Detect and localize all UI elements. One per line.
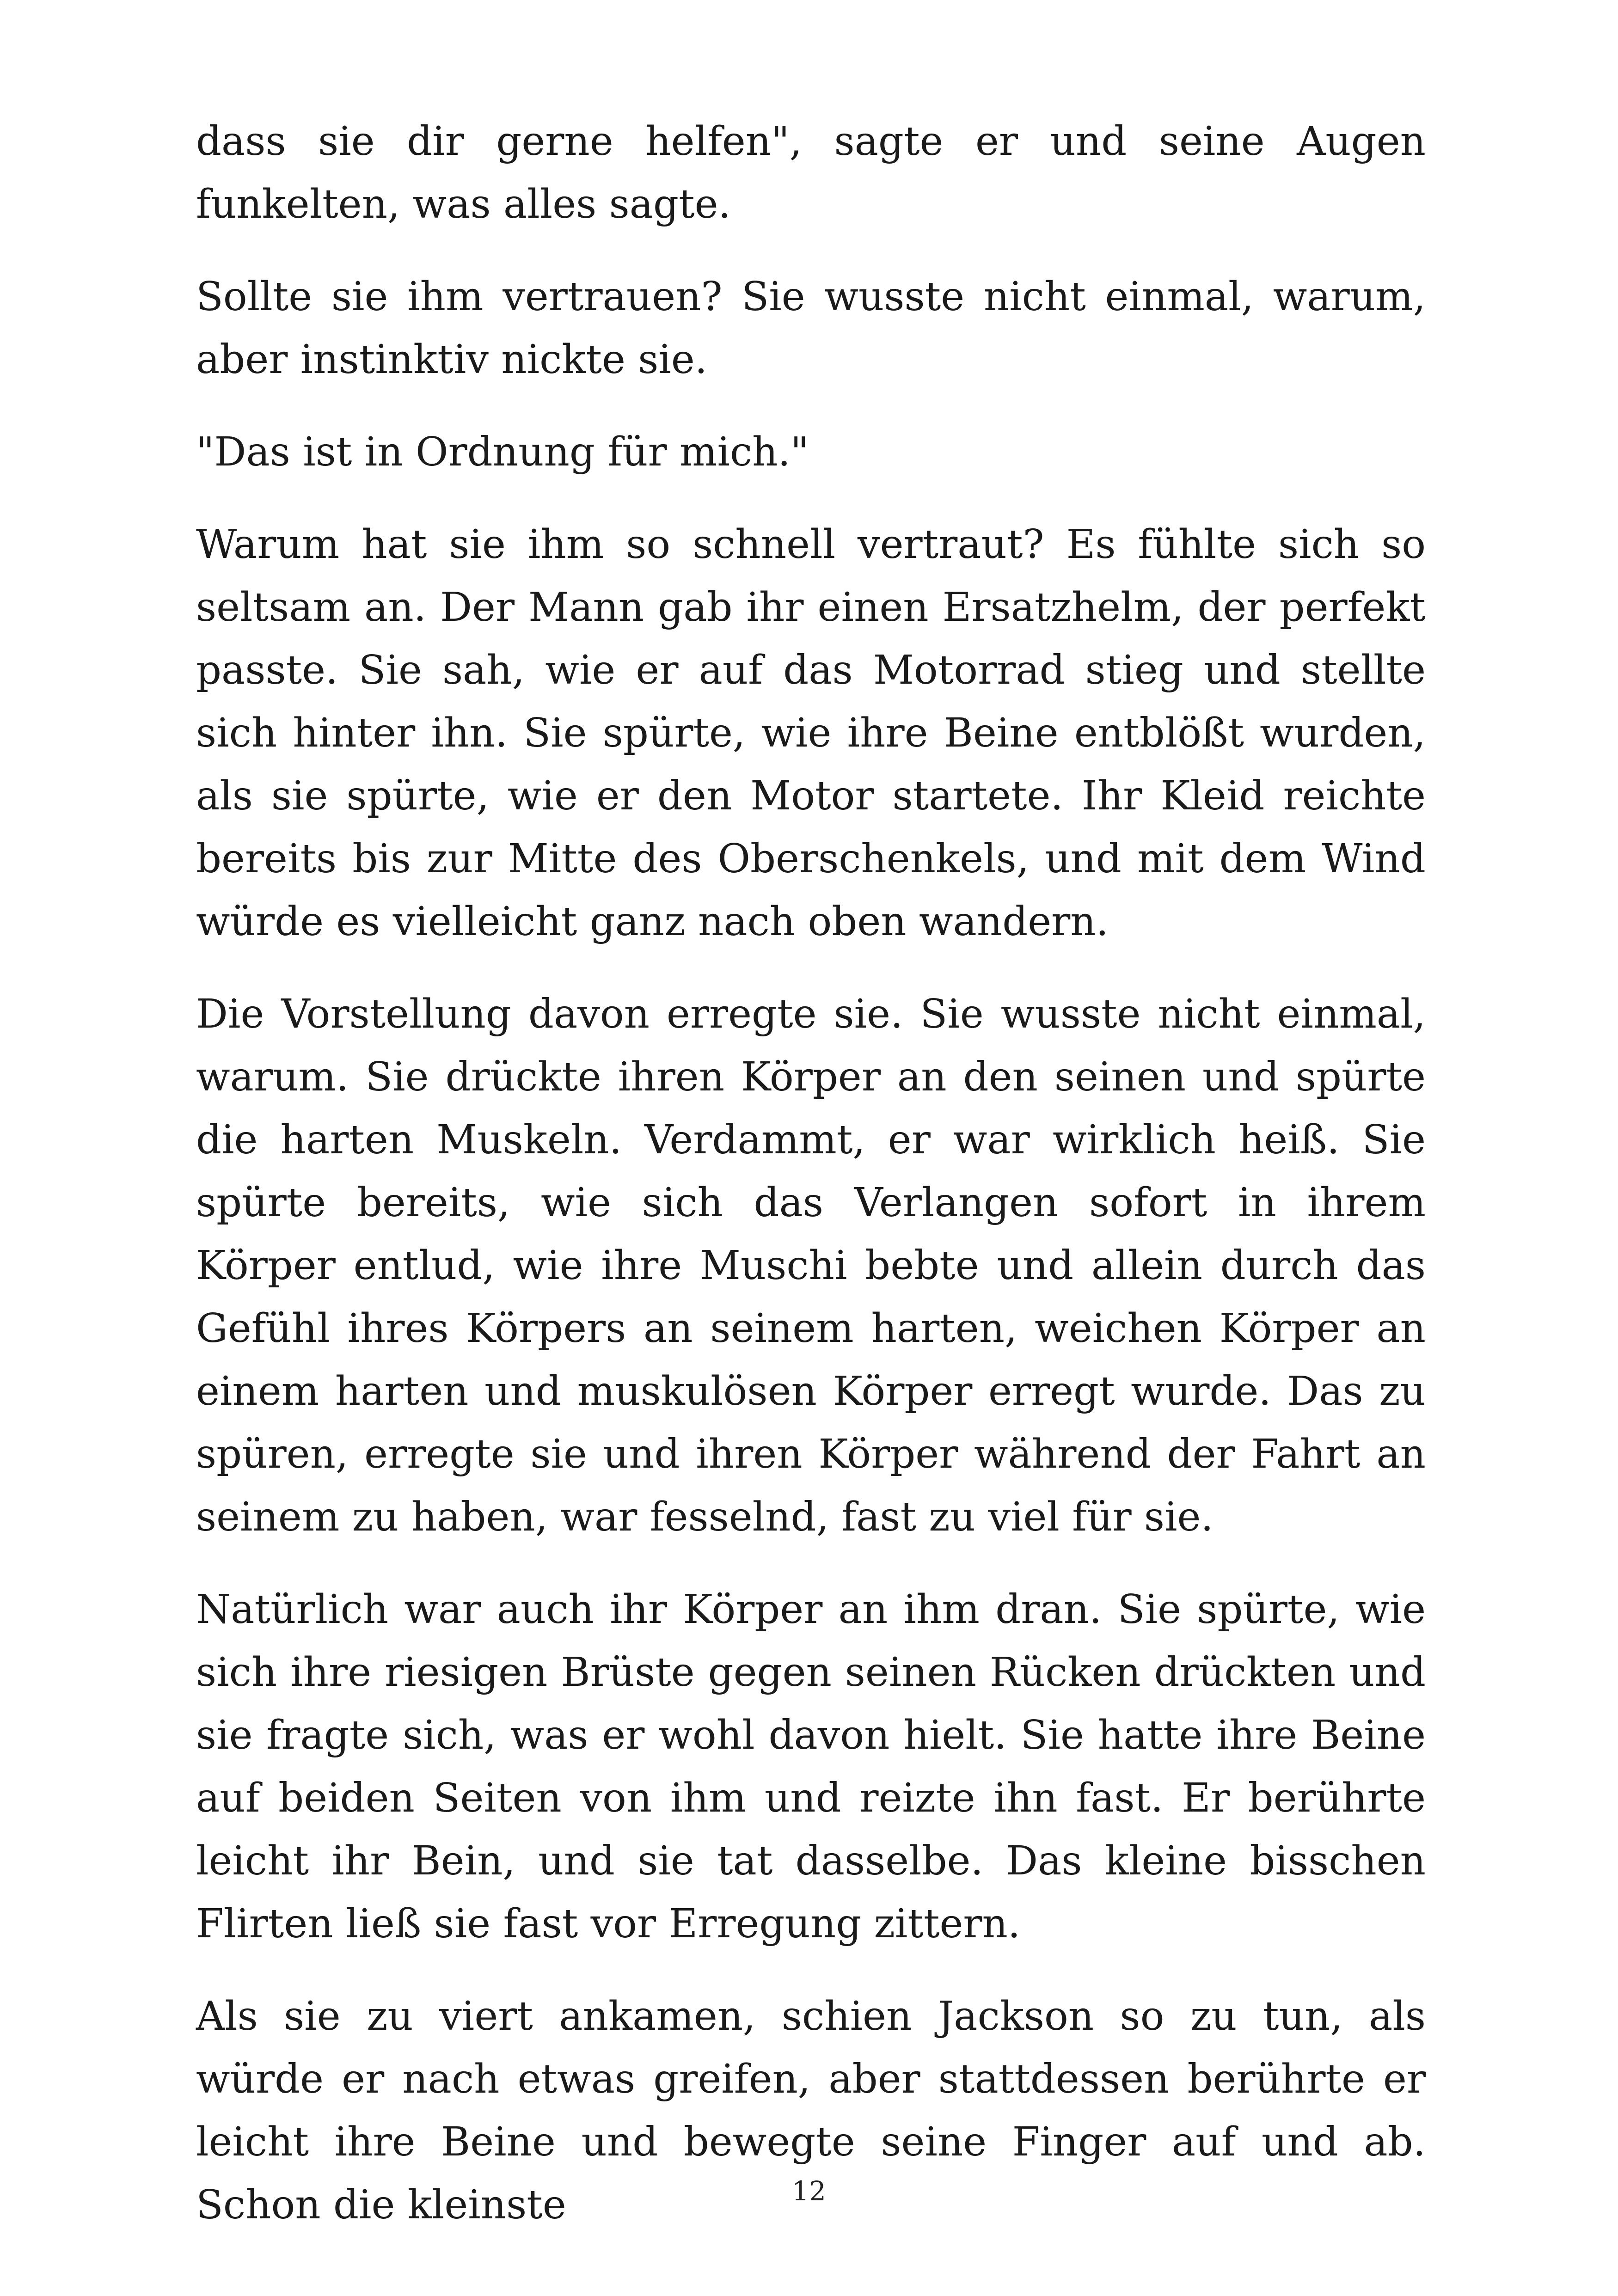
page-number: 12 <box>792 2175 826 2207</box>
paragraph-5: Die Vorstellung davon erregte sie. Sie wusste nicht einmal, warum. Sie drückte ihren Körper an den seinen und spürte die harten Muskeln. Verdammt, er war wirklich heiß. Sie spürte bereits, wie sich das Verlangen sofort in ihrem Körper entlud, wie ihre Muschi bebte und allein durch das Gefühl ihres Körpers an seinem harten, weichen Körper an einem harten und muskulösen Körper erregt wurde. Das zu spüren, erregte sie und ihren Körper während der Fahrt an seinem zu haben, war fesselnd, fast zu viel für sie. <box>196 991 1426 1540</box>
body-text <box>196 110 1426 2266</box>
paragraph-4: Warum hat sie ihm so schnell vertraut? Es fühlte sich so seltsam an. Der Mann gab ihr einen Ersatzhelm, der perfekt passte. Sie sah, wie er auf das Motorrad stieg und stellte sich hinter ihn. Sie spürte, wie ihre Beine entblößt wurden, als sie spürte, wie er den Motor startete. Ihr Kleid reichte bereits bis zur Mitte des Oberschenkels, und mit dem Wind würde es vielleicht ganz nach oben wandern. <box>196 521 1426 945</box>
paragraph-1: dass sie dir gerne helfen", sagte er und seine Augen funkelten, was alles sagte. <box>196 118 1426 227</box>
paragraph-3: "Das ist in Ordnung für mich." <box>196 429 809 475</box>
paragraph-6: Natürlich war auch ihr Körper an ihm dran. Sie spürte, wie sich ihre riesigen Brüste gegen seinen Rücken drückten und sie fragte sich, was er wohl davon hielt. Sie hatte ihre Beine auf beiden Seiten von ihm und reizte ihn fast. Er berührte leicht ihr Bein, und sie tat dasselbe. Das kleine bisschen Flirten ließ sie fast vor Erregung zittern. <box>196 1586 1426 1947</box>
paragraph-7: Als sie zu viert ankamen, schien Jackson so zu tun, als würde er nach etwas greifen, aber stattdessen berührte er leicht ihre Beine und bewegte seine Finger auf und ab. Schon die kleinste <box>196 1993 1426 2228</box>
paragraph-2: Sollte sie ihm vertrauen? Sie wusste nicht einmal, warum, aber instinktiv nickte sie. <box>196 274 1426 383</box>
